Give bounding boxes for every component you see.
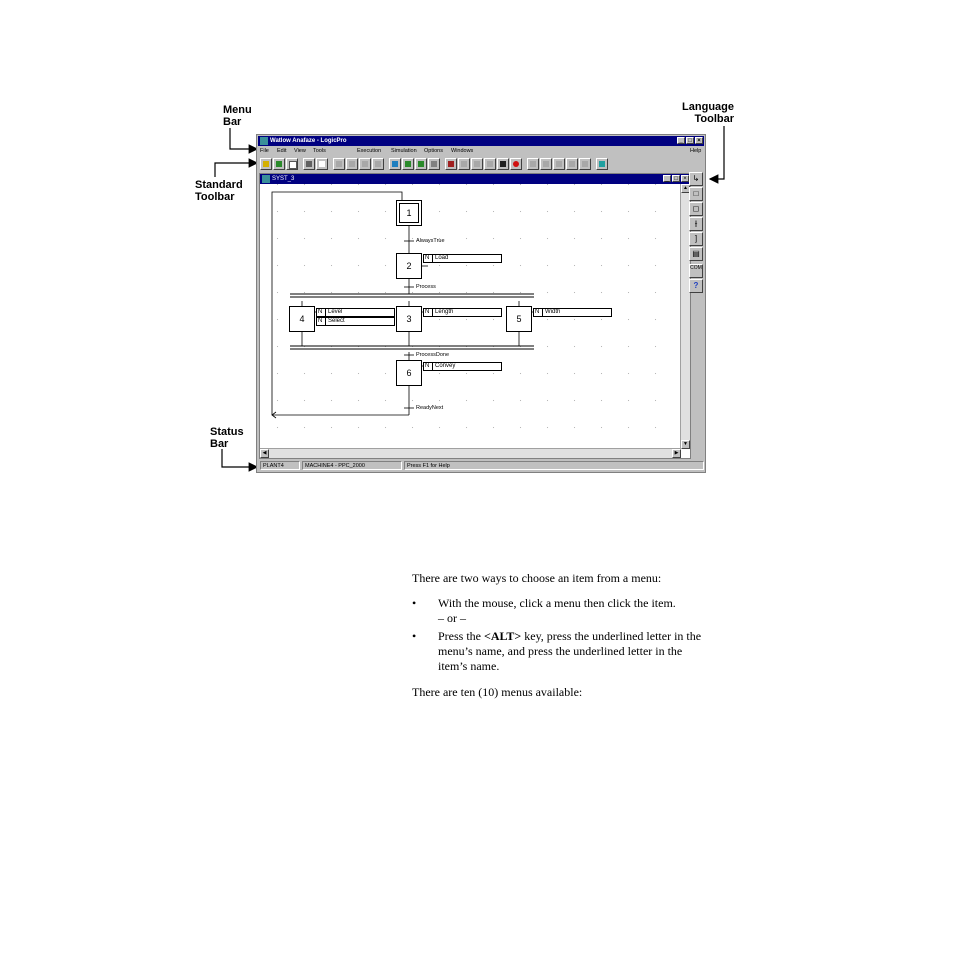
alt-key-label: <ALT> [484,629,522,643]
callout-menu-bar-line2: Bar [223,116,242,128]
callout-menu-bar [223,104,252,128]
sfc-step-4[interactable]: 4 [289,306,315,332]
callout-standard-toolbar-line2: Toolbar [195,191,235,203]
step-button[interactable] [458,158,470,170]
action-qualifier: N [424,309,433,316]
menu-file[interactable]: File [260,148,269,154]
transition-always-true[interactable]: AlwaysTrue [416,238,445,244]
stop-button[interactable] [510,158,522,170]
transition-process[interactable]: Process [416,284,436,290]
transition-ready-next[interactable]: ReadyNext [416,405,444,411]
bullet-2-line1 [438,629,701,644]
save-button[interactable] [286,158,298,170]
sfc-step-2[interactable]: 2 [396,253,422,279]
compile-button[interactable] [402,158,414,170]
sfc-step-6[interactable]: 6 [396,360,422,386]
bullet-2-symbol: • [412,629,417,643]
jump-tool-icon[interactable]: ] [689,232,703,246]
menu-view[interactable]: View [294,148,306,154]
breakpoint-button[interactable] [497,158,509,170]
action-qualifier: N [317,309,326,316]
child-window-icon [262,175,270,183]
print-button[interactable] [303,158,315,170]
run-button[interactable] [445,158,457,170]
action-name: Length [435,309,454,315]
action-name: Select [328,318,345,324]
status-machine: MACHINE4 - PPC_2000 [302,461,402,470]
callout-language-toolbar-line1: Language [682,101,734,113]
select-tool-icon[interactable]: ↳ [689,172,703,186]
callout-menu-bar-line1: Menu [223,104,252,116]
app-title: Watlow Anafaze - LogicPro [270,138,347,144]
pause-button[interactable] [471,158,483,170]
menu-windows[interactable]: Windows [451,148,474,154]
action-qualifier: N [534,309,543,316]
simulate-button[interactable] [527,158,539,170]
menu-simulation[interactable]: Simulation [391,148,417,154]
menu-bar-arrow [230,128,257,149]
sfc-step-1[interactable]: 1 [396,200,422,226]
paste-button[interactable] [359,158,371,170]
macro-step-tool-icon[interactable]: ▤ [689,247,703,261]
loop-back-line [272,192,402,415]
step-tool-icon[interactable]: □ [689,187,703,201]
menu-tools[interactable]: Tools [313,148,326,154]
minimize-button[interactable]: _ [677,137,685,144]
callout-language-toolbar-line2: Toolbar [694,113,734,125]
sfc-step-3[interactable]: 3 [396,306,422,332]
sfc-child-window [259,173,691,459]
action-level[interactable] [316,308,395,317]
bullet-2-line2: menu’s name, and press the underlined letter in the [438,644,683,658]
action-name: Width [545,309,561,315]
action-qualifier: N [317,318,326,325]
or-separator: – or – [438,611,466,625]
callout-status-bar-line2: Bar [210,438,229,450]
bullet-2-post: key, press the underlined letter in the [521,629,702,643]
build-button[interactable] [415,158,427,170]
bullet-2-line3: item’s name. [438,659,500,673]
sfc-step-5[interactable]: 5 [506,306,532,332]
action-name: Convey [435,363,456,369]
child-maximize-button[interactable]: □ [672,175,680,182]
child-title: SYST_3 [272,176,295,182]
intro-paragraph: There are two ways to choose an item from a menu: [412,571,662,585]
maximize-button[interactable]: □ [686,137,694,144]
status-bar-arrow [222,449,257,467]
menu-help[interactable]: Help [690,148,702,154]
help-button[interactable] [596,158,608,170]
pointer-button[interactable] [316,158,328,170]
open-button[interactable] [273,158,285,170]
bullet-2-pre: Press the [438,629,484,643]
scroll-up-button[interactable]: ▲ [681,184,690,193]
scroll-right-button[interactable]: ▶ [672,449,681,458]
child-minimize-button[interactable]: _ [663,175,671,182]
app-icon [260,137,268,145]
child-close-button[interactable]: × [681,175,689,182]
menu-edit[interactable]: Edit [277,148,287,154]
download-button[interactable] [428,158,440,170]
callout-status-bar [210,426,244,450]
copy-button[interactable] [346,158,358,170]
bullet-1-text: With the mouse, click a menu then click the item. [438,596,676,610]
find-button[interactable] [389,158,401,170]
delete-button[interactable] [372,158,384,170]
context-help-icon[interactable]: ? [689,279,703,293]
callout-standard-toolbar-line1: Standard [195,179,243,191]
action-select[interactable] [316,317,395,326]
status-help: Press F1 for Help [404,461,704,470]
action-qualifier: N [424,363,433,370]
status-bar [258,460,704,471]
bullet-1 [438,596,676,626]
sfc-canvas[interactable] [260,184,681,449]
action-qualifier: N [424,255,433,262]
window-button[interactable] [579,158,591,170]
app-window-buttons [676,137,703,144]
menus-count-paragraph: There are ten (10) menus available: [412,685,583,699]
trace-button[interactable] [553,158,565,170]
action-name: Level [328,309,343,315]
callout-language-toolbar [676,101,734,125]
scroll-down-button[interactable]: ▼ [681,440,690,449]
logicpro-window [256,134,706,473]
menu-execution[interactable]: Execution [357,148,382,154]
transition-process-done[interactable]: ProcessDone [416,352,450,358]
action-length[interactable] [423,308,502,317]
transition-tool-icon[interactable]: ⫲ [689,217,703,231]
new-project-button[interactable] [260,158,272,170]
child-window-buttons [662,175,689,182]
bullet-1-symbol: • [412,596,417,610]
child-titlebar [260,174,690,184]
app-titlebar [258,136,704,146]
standard-toolbar-arrow [215,163,257,177]
action-name: Load [435,255,449,261]
options-button[interactable] [566,158,578,170]
language-toolbar-arrow [710,126,724,179]
monitor-button[interactable] [540,158,552,170]
cut-button[interactable] [333,158,345,170]
status-plant: PLANT4 [260,461,300,470]
callout-status-bar-line1: Status [210,426,244,438]
horizontal-scrollbar[interactable] [260,448,681,458]
callout-standard-toolbar [195,179,243,203]
action-load[interactable] [423,254,502,263]
bullet-2 [438,629,701,674]
menu-bar [258,147,704,156]
standard-toolbar [258,157,687,171]
scroll-left-button[interactable]: ◀ [260,449,269,458]
action-convey[interactable] [423,362,502,371]
initial-step-tool-icon[interactable]: ◻ [689,202,703,216]
comment-tool-icon[interactable]: COM [689,264,703,278]
action-width[interactable] [533,308,612,317]
close-button[interactable]: × [695,137,703,144]
debug-button[interactable] [484,158,496,170]
menu-options[interactable]: Options [424,148,443,154]
